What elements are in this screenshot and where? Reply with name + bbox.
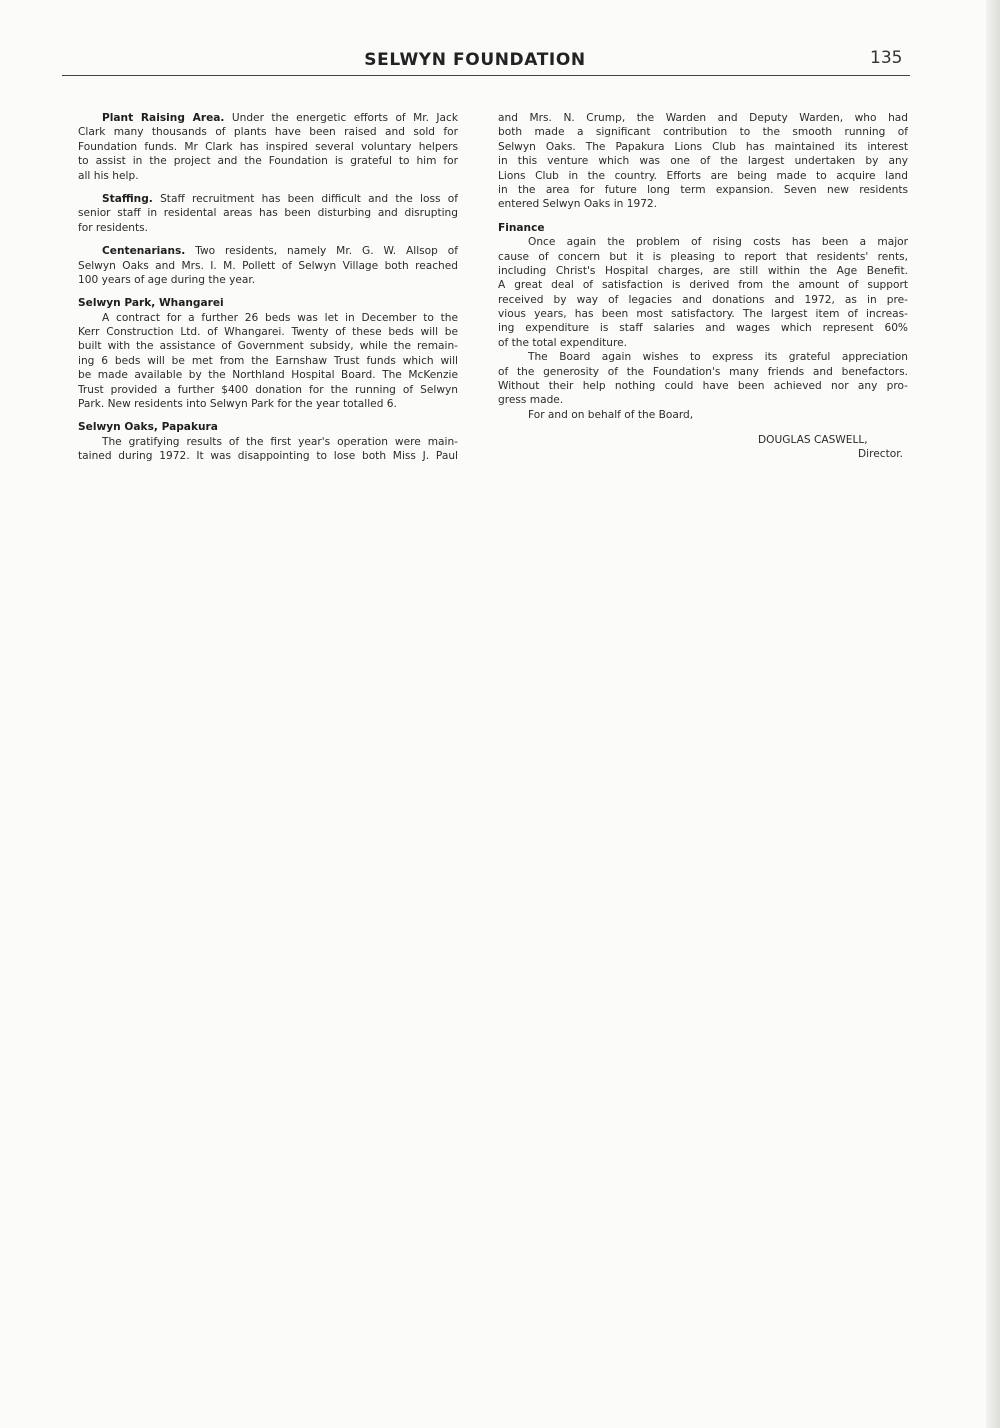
- text-line: [78, 221, 458, 235]
- line-text: Park. New residents into Selwyn Park for the year totalled 6.: [78, 398, 397, 411]
- text-line: [498, 235, 908, 249]
- section-heading: Selwyn Oaks, Papakura: [78, 421, 218, 434]
- section-heading: Selwyn Park, Whangarei: [78, 297, 224, 310]
- text-line: [78, 397, 458, 411]
- line-text: Trust provided a further $400 donation for the running of Selwyn: [78, 383, 458, 396]
- line-text: senior staff in residental areas has been disturbing and disrupting: [78, 207, 458, 220]
- text-line: [78, 259, 458, 273]
- line-text: for residents.: [78, 221, 149, 234]
- text-line: [78, 449, 458, 463]
- line-text: Clark many thousands of plants have been raised and sold for: [78, 126, 458, 139]
- line-text: built with the assistance of Government subsidy, while the remain-: [78, 340, 458, 353]
- text-line: [78, 339, 458, 353]
- left-column: [78, 111, 458, 473]
- line-text: Once again the problem of rising costs has been a major: [528, 236, 908, 249]
- line-text: Kerr Construction Ltd. of Whangarei. Twenty of these beds will be: [78, 326, 458, 339]
- text-line: [498, 393, 908, 407]
- text-line: [498, 321, 908, 335]
- line-text: A great deal of satisfaction is derived from the amount of support: [498, 279, 908, 292]
- page-edge-shadow: [986, 0, 1000, 1428]
- text-line: [78, 325, 458, 339]
- line-text: of the total expenditure.: [498, 336, 628, 349]
- page-title: SELWYN FOUNDATION: [364, 50, 586, 70]
- text-line: [498, 379, 908, 393]
- text-line: [78, 354, 458, 368]
- text-line: [78, 154, 458, 168]
- text-line: [498, 408, 908, 422]
- text-line: [78, 368, 458, 382]
- line-text: Selwyn Oaks. The Papakura Lions Club has maintained its interest: [498, 140, 908, 153]
- text-line: [78, 206, 458, 220]
- line-text: 100 years of age during the year.: [78, 273, 256, 286]
- text-line: [498, 183, 908, 197]
- line-text: all his help.: [78, 169, 139, 182]
- text-line: [78, 169, 458, 183]
- line-text: both made a significant contribution to the smooth running of: [498, 126, 908, 139]
- section-heading: Finance: [498, 221, 545, 234]
- line-text: received by way of legacies and donations and 1972, as in pre-: [498, 293, 908, 306]
- line-text: For and on behalf of the Board,: [528, 408, 694, 421]
- paragraph: [498, 111, 908, 212]
- line-text: ing 6 beds will be met from the Earnshaw Trust funds which will: [78, 354, 458, 367]
- run-in-heading: Staffing.: [102, 192, 153, 205]
- text-line: [498, 197, 908, 211]
- paragraph: [78, 192, 458, 235]
- text-line: [78, 111, 458, 125]
- header-rule: [62, 75, 910, 76]
- text-line: [498, 250, 908, 264]
- line-text: Staff recruitment has been difficult and the loss of: [152, 192, 458, 205]
- line-text: entered Selwyn Oaks in 1972.: [498, 198, 658, 211]
- paragraph: [78, 296, 458, 411]
- line-text: The gratifying results of the first year's operation were main-: [102, 435, 458, 448]
- line-text: Foundation funds. Mr Clark has inspired several voluntary helpers: [78, 140, 458, 153]
- paragraph: [78, 244, 458, 287]
- text-line: [498, 154, 908, 168]
- paragraph: [78, 111, 458, 183]
- text-line: [78, 125, 458, 139]
- line-text: vious years, has been most satisfactory. The largest item of increas-: [498, 308, 908, 321]
- line-text: A contract for a further 26 beds was let in December to the: [102, 311, 458, 324]
- text-line: [498, 111, 908, 125]
- text-line: [78, 244, 458, 258]
- run-in-heading: Centenarians.: [102, 245, 186, 258]
- text-line: [78, 273, 458, 287]
- line-text: Lions Club in the country. Efforts are being made to acquire land: [498, 169, 908, 182]
- line-text: Two residents, namely Mr. G. W. Allsop of: [185, 245, 458, 258]
- text-line: [498, 169, 908, 183]
- text-line: [498, 336, 908, 350]
- run-in-heading: Plant Raising Area.: [102, 112, 225, 124]
- line-text: Without their help nothing could have been achieved nor any pro-: [498, 380, 908, 393]
- text-line: [498, 264, 908, 278]
- line-text: in the area for future long term expansion. Seven new residents: [498, 183, 908, 196]
- paragraph: [78, 420, 458, 463]
- line-text: The Board again wishes to express its grateful appreciation: [528, 351, 908, 364]
- line-text: including Christ's Hospital charges, are still within the Age Benefit.: [498, 264, 908, 277]
- text-line: [78, 140, 458, 154]
- line-text: and Mrs. N. Crump, the Warden and Deputy Warden, who had: [498, 112, 908, 124]
- text-line: [78, 383, 458, 397]
- line-text: gress made.: [498, 394, 564, 407]
- line-text: be made available by the Northland Hospital Board. The McKenzie: [78, 369, 458, 382]
- page-number: 135: [870, 48, 903, 68]
- text-line: [498, 125, 908, 139]
- text-line: [78, 435, 458, 449]
- line-text: Selwyn Oaks and Mrs. I. M. Pollett of Selwyn Village both reached: [78, 259, 458, 272]
- text-line: [498, 278, 908, 292]
- text-line: [498, 350, 908, 364]
- signature-name: DOUGLAS CASWELL,: [758, 434, 868, 446]
- text-line: [78, 311, 458, 325]
- line-text: of the generosity of the Foundation's many friends and benefactors.: [498, 365, 908, 378]
- signature-title: Director.: [858, 448, 903, 460]
- text-line: [498, 365, 908, 379]
- line-text: in this venture which was one of the largest undertaken by any: [498, 155, 908, 168]
- text-line: [498, 140, 908, 154]
- paragraph: [498, 221, 908, 422]
- line-text: tained during 1972. It was disappointing to lose both Miss J. Paul: [78, 450, 458, 463]
- line-text: to assist in the project and the Foundation is grateful to him for: [78, 155, 458, 168]
- line-text: ing expenditure is staff salaries and wages which represent 60%: [498, 322, 908, 335]
- text-line: [498, 293, 908, 307]
- line-text: Under the energetic efforts of Mr. Jack: [224, 112, 458, 124]
- text-line: [498, 307, 908, 321]
- right-column: [498, 111, 908, 431]
- text-line: [78, 192, 458, 206]
- line-text: cause of concern but it is pleasing to report that residents' rents,: [498, 250, 908, 263]
